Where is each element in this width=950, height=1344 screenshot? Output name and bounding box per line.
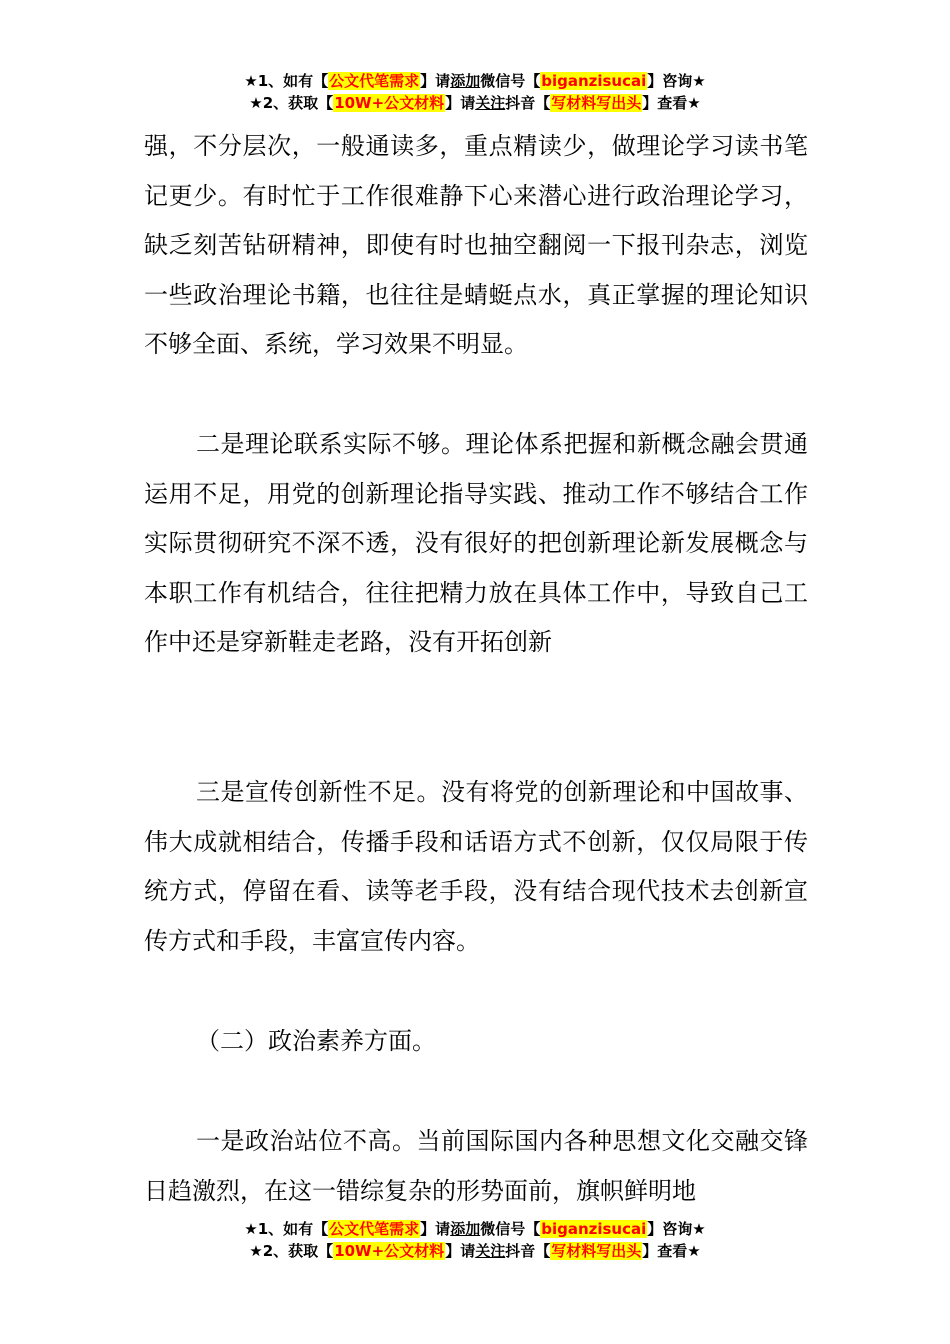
banner-underline: 关注 — [475, 94, 506, 112]
banner-highlight: 10W+公文材料 — [334, 94, 445, 112]
footer-banner — [0, 1218, 950, 1262]
paragraph-text: 二是理论联系实际不够。理论体系把握和新概念融会贯通运用不足，用党的创新理论指导实践、推动工作不够结合工作实际贯彻研究不深不透，没有很好的把创新理论新发展概念与本职工作有机结合，往往把精力放在具体工作中，导致自己工作中还是穿新鞋走老路，没有开拓创新 — [144, 430, 808, 657]
paragraph-continued — [144, 122, 808, 370]
banner-highlight: 公文代笔需求 — [329, 1220, 420, 1238]
banner-line-1 — [0, 70, 950, 92]
paragraph-text: 强，不分层次，一般通读多，重点精读少，做理论学习读书笔记更少。有时忙于工作很难静下心来潜心进行政治理论学习，缺乏刻苦钻研精神，即使有时也抽空翻阅一下报刊杂志，浏览一些政治理论书籍，也往往是蜻蜓点水，真正掌握的理论知识不够全面、系统，学习效果不明显。 — [144, 132, 808, 359]
banner-text: 】请 — [420, 1220, 451, 1238]
header-banner — [0, 70, 950, 114]
banner-text: 】请 — [445, 94, 476, 112]
banner-text: ★2、获取【 — [249, 1242, 334, 1260]
banner-line-2 — [0, 1240, 950, 1262]
banner-text: ★1、如有【 — [244, 1220, 329, 1238]
banner-highlight: biganzisucai — [541, 72, 647, 90]
banner-text: 】请 — [445, 1242, 476, 1260]
banner-highlight: biganzisucai — [541, 1220, 647, 1238]
paragraph-text: 三是宣传创新性不足。没有将党的创新理论和中国故事、伟大成就相结合，传播手段和话语方式不创新，仅仅局限于传统方式，停留在看、读等老手段，没有结合现代技术去创新宣传方式和手段，丰富宣传内容。 — [144, 778, 808, 955]
banner-text: 抖音【 — [505, 94, 551, 112]
banner-line-2 — [0, 92, 950, 114]
banner-text: ★1、如有【 — [244, 72, 329, 90]
banner-highlight: 公文代笔需求 — [329, 72, 420, 90]
banner-text: 抖音【 — [505, 1242, 551, 1260]
banner-text: ★2、获取【 — [249, 94, 334, 112]
paragraph-theory-practice — [144, 420, 808, 668]
paragraph-publicity-innovation — [144, 768, 808, 966]
banner-underline: 添加 — [450, 1220, 481, 1238]
banner-underline: 添加 — [450, 72, 481, 90]
section-heading: （二）政治素养方面。 — [196, 1027, 436, 1055]
section-heading-political-literacy — [144, 1017, 808, 1067]
banner-text: 微信号【 — [480, 72, 541, 90]
banner-text: 】查看★ — [642, 1242, 701, 1260]
banner-highlight: 10W+公文材料 — [334, 1242, 445, 1260]
paragraph-text: 一是政治站位不高。当前国际国内各种思想文化交融交锋日趋激烈，在这一错综复杂的形势面前，旗帜鲜明地 — [144, 1127, 808, 1205]
banner-text: 】请 — [420, 72, 451, 90]
banner-text: 】查看★ — [642, 94, 701, 112]
banner-text: 微信号【 — [480, 1220, 541, 1238]
banner-text: 】咨询★ — [647, 1220, 706, 1238]
banner-line-1 — [0, 1218, 950, 1240]
paragraph-political-stance — [144, 1117, 808, 1216]
banner-underline: 关注 — [475, 1242, 506, 1260]
banner-highlight: 写材料写出头 — [551, 94, 642, 112]
banner-highlight: 写材料写出头 — [551, 1242, 642, 1260]
banner-text: 】咨询★ — [647, 72, 706, 90]
